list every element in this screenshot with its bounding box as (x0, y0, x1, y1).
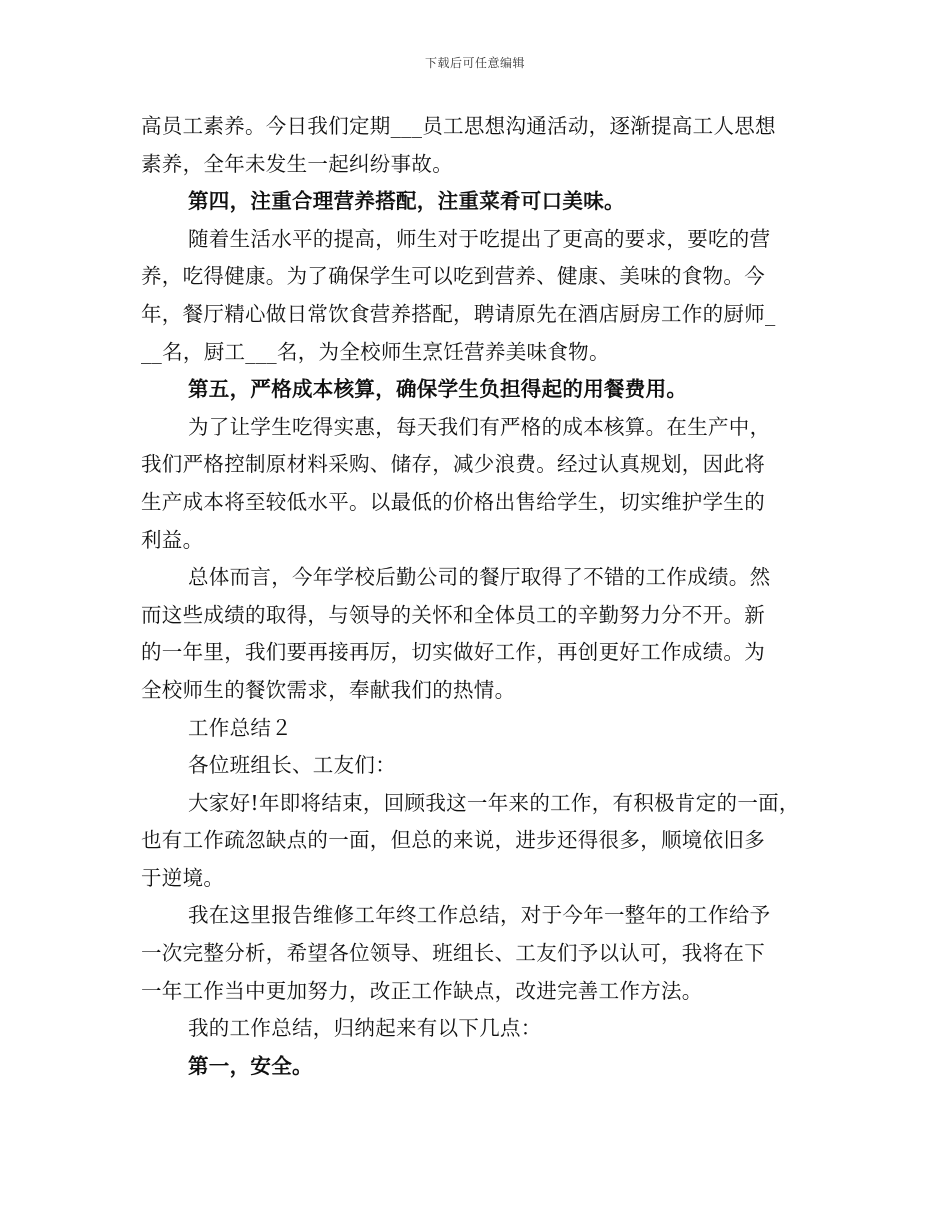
paragraph-line: 我在这里报告维修工年终工作总结，对于今年一整年的工作给予 (188, 903, 771, 928)
paragraph-line: 利益。 (141, 527, 204, 552)
section-heading: 第一，安全。 (188, 1053, 313, 1078)
paragraph-line: 养，吃得健康。为了确保学生可以吃到营养、健康、美味的食物。今 (141, 264, 765, 289)
paragraph-line: 而这些成绩的取得，与领导的关怀和全体员工的辛勤努力分不开。新 (141, 602, 765, 627)
paragraph-line: 随着生活水平的提高，师生对于吃提出了更高的要求，要吃的营 (188, 226, 771, 251)
paragraph-line: 于逆境。 (141, 865, 225, 890)
paragraph-line: 一年工作当中更加努力，改正工作缺点，改进完善工作方法。 (141, 978, 703, 1003)
paragraph-line: __名，厨工___名，为全校师生烹饪营养美味食物。 (141, 339, 610, 364)
paragraph-line: 也有工作疏忽缺点的一面，但总的来说，进步还得很多，顺境依旧多 (141, 828, 765, 853)
paragraph-line: 全校师生的餐饮需求，奉献我们的热情。 (141, 677, 516, 702)
paragraph-line: 生产成本将至较低水平。以最低的价格出售给学生，切实维护学生的 (141, 489, 765, 514)
paragraph-line: 一次完整分析，希望各位领导、班组长、工友们予以认可，我将在下 (141, 941, 765, 966)
paragraph-line: 素养，全年未发生一起纠纷事故。 (141, 151, 453, 176)
paragraph-line: 我们严格控制原材料采购、储存，减少浪费。经过认真规划，因此将 (141, 452, 765, 477)
paragraph-line: 我的工作总结，归纳起来有以下几点： (188, 1016, 542, 1041)
paragraph-line: 高员工素养。今日我们定期___员工思想沟通活动，逐渐提高工人思想 (141, 114, 776, 138)
section-heading: 第五，严格成本核算，确保学生负担得起的用餐费用。 (188, 377, 688, 402)
paragraph-line: 的一年里，我们要再接再厉，切实做好工作，再创更好工作成绩。为 (141, 640, 765, 665)
paragraph-line: 总体而言，今年学校后勤公司的餐厅取得了不错的工作成绩。然 (188, 565, 771, 590)
paragraph-line: 为了让学生吃得实惠，每天我们有严格的成本核算。在生产中， (188, 414, 771, 439)
section-heading: 第四，注重合理营养搭配，注重菜肴可口美味。 (188, 189, 625, 214)
paragraph-line: 工作总结２ (188, 715, 292, 740)
page-header: 下载后可任意编辑 (424, 56, 525, 70)
document-body (141, 108, 811, 1085)
paragraph-line: 各位班组长、工友们： (188, 753, 396, 778)
paragraph-line: 大家好!年即将结束，回顾我这一年来的工作，有积极肯定的一面， (188, 790, 800, 815)
paragraph-line: 年，餐厅精心做日常饮食营养搭配，聘请原先在酒店厨房工作的厨师_ (141, 301, 776, 326)
